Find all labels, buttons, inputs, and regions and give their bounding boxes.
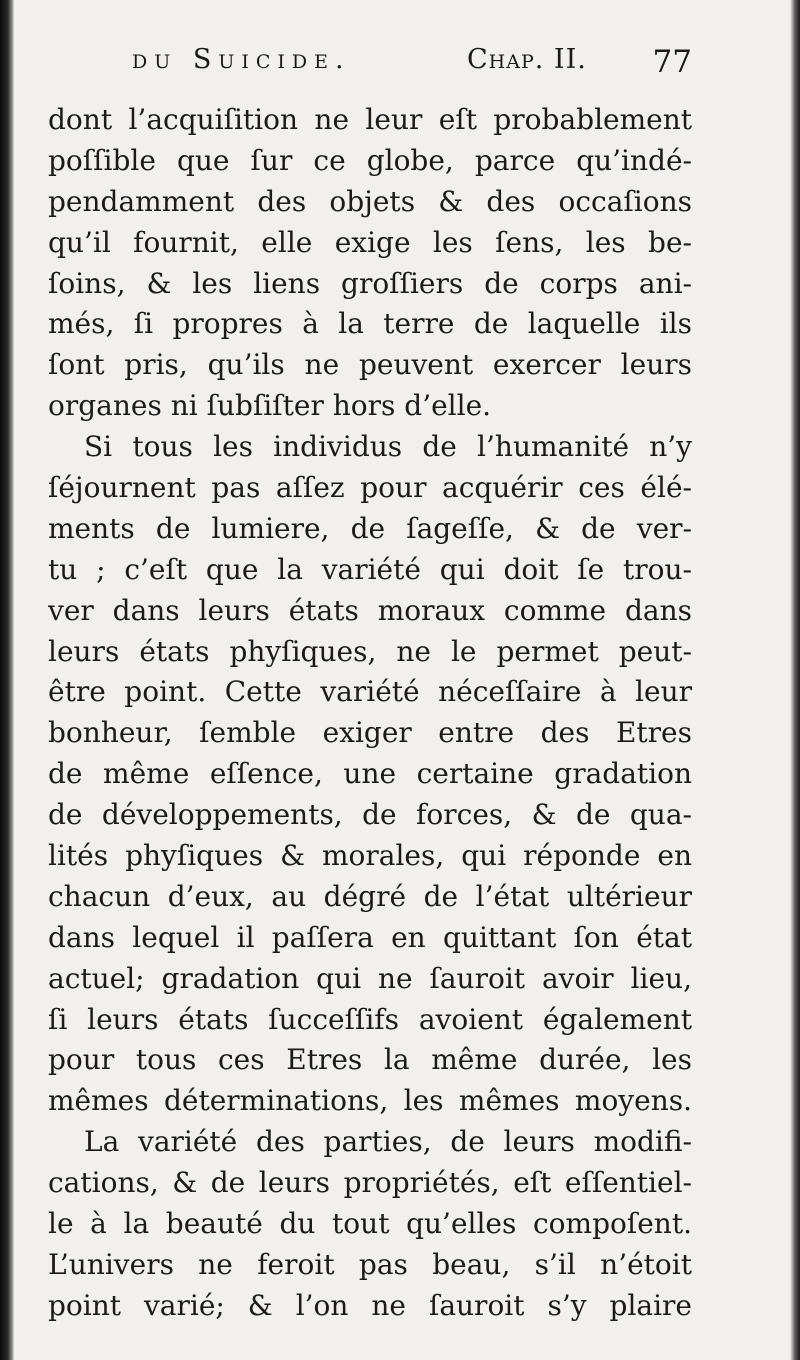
paragraph-start-line: Si tous les individus de l’humanité n’y bbox=[84, 430, 692, 464]
text-line: ments de lumiere, de ſageſſe, & de ver- bbox=[48, 511, 692, 545]
text-line: pendamment des objets & des occaſions bbox=[48, 184, 692, 218]
text-line: ſéjournent pas aſſez pour acquérir ces élé- bbox=[48, 471, 692, 505]
text-line: dont l’acquiſition ne leur eſt probablement bbox=[48, 103, 692, 136]
paragraph-start-line: La variété des parties, de leurs modifi- bbox=[84, 1125, 692, 1159]
text-line: point varié; & l’on ne ſauroit s’y plaire bbox=[48, 1288, 692, 1322]
text-line: més, ſi propres à la terre de laquelle ils bbox=[48, 307, 692, 341]
text-line: leurs états phyſiques, ne le permet peut- bbox=[48, 634, 692, 668]
text-line: ver dans leurs états moraux comme dans bbox=[48, 593, 692, 627]
text-line: dans lequel il paſſera en quittant ſon état bbox=[48, 920, 692, 954]
text-line: le à la beauté du tout qu’elles compoſent. bbox=[48, 1207, 692, 1241]
text-line: ſont pris, qu’ils ne peuvent exercer leurs bbox=[48, 348, 692, 382]
text-line: qu’il fournit, elle exige les ſens, les be- bbox=[48, 225, 692, 259]
text-line: tu ; c’eſt que la variété qui doit ſe trou- bbox=[48, 552, 692, 586]
text-line: de même eſſence, une certaine gradation bbox=[48, 757, 692, 791]
text-line: bonheur, ſemble exiger entre des Etres bbox=[48, 716, 692, 750]
text-line: mêmes déterminations, les mêmes moyens. bbox=[48, 1084, 692, 1118]
text-line: cations, & de leurs propriétés, eſt eſſentiel- bbox=[48, 1166, 692, 1200]
text-line: organes ni ſubſiſter hors d’elle. bbox=[48, 389, 492, 423]
running-title: du Suicide. bbox=[132, 44, 351, 75]
page-number: 77 bbox=[652, 44, 692, 80]
text-line: pour tous ces Etres la même durée, les bbox=[48, 1043, 692, 1077]
chapter-label: Chap. II. bbox=[467, 44, 587, 75]
text-line: être point. Cette variété néceſſaire à leur bbox=[48, 675, 692, 709]
body-text bbox=[48, 100, 692, 1327]
text-line: ſoins, & les liens groſſiers de corps ani- bbox=[48, 266, 692, 300]
text-line: lités phyſiques & morales, qui réponde en bbox=[48, 839, 692, 873]
text-line: L’univers ne feroit pas beau, s’il n’étoit bbox=[48, 1247, 692, 1281]
text-line: chacun d’eux, au dégré de l’état ultérieur bbox=[48, 879, 692, 913]
binding-edge bbox=[0, 0, 14, 1360]
page-header bbox=[132, 44, 692, 94]
text-line: actuel; gradation qui ne ſauroit avoir lieu, bbox=[48, 961, 692, 995]
text-line: poſſible que ſur ce globe, parce qu’indé- bbox=[48, 143, 692, 177]
page-edge-shadow bbox=[790, 0, 800, 1360]
text-line: ſi leurs états ſucceſſifs avoient également bbox=[48, 1002, 692, 1036]
text-line: de développements, de forces, & de qua- bbox=[48, 798, 692, 832]
